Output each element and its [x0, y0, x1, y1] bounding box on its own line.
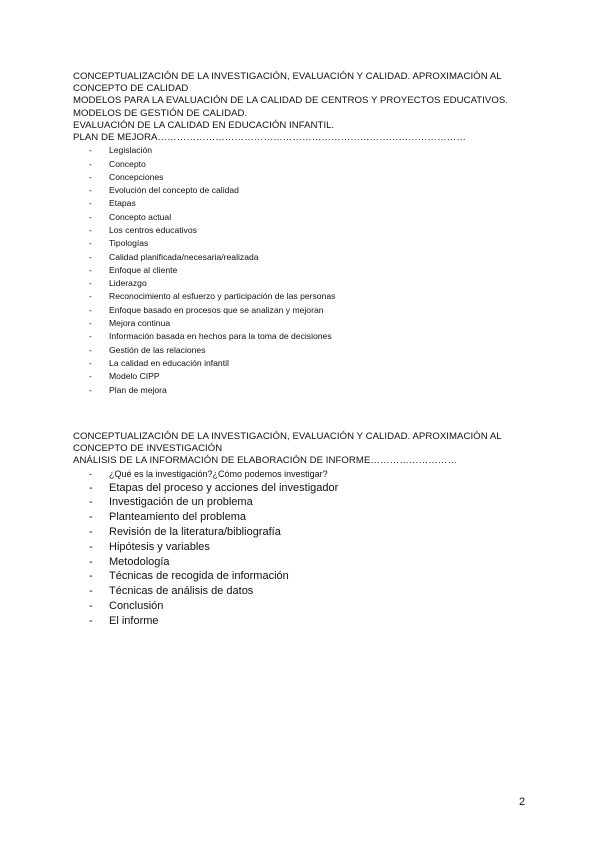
list-item: [73, 197, 543, 210]
bullet-dash: -: [89, 371, 92, 382]
list-item-text: Los centros educativos: [109, 225, 197, 235]
list-item: [73, 144, 543, 157]
bullet-dash: -: [89, 540, 93, 553]
bullet-dash: -: [89, 158, 92, 169]
list-item-text: Hipótesis y variables: [109, 540, 210, 553]
bullet-dash: -: [89, 304, 92, 315]
bullet-dash: -: [89, 344, 92, 355]
list-item: [73, 495, 543, 510]
list-item-text: Revisión de la literatura/bibliografía: [109, 526, 281, 538]
list-item: [73, 304, 543, 317]
list-item: [73, 481, 543, 496]
list-item-text: Metodología: [109, 555, 170, 568]
list-item: [73, 569, 543, 584]
bullet-dash: -: [89, 526, 93, 538]
list-item: [73, 211, 543, 224]
list-item: [73, 330, 543, 343]
list-item: [73, 344, 543, 357]
heading-quality-concept: CONCEPTUALIZACIÓN DE LA INVESTIGACIÓN, EVALUACIÓN Y CALIDAD. APROXIMACIÓN AL CONCEPTO DE CALIDAD: [73, 71, 502, 95]
list-item-text: Etapas: [109, 198, 136, 209]
list-item-text: Concepto actual: [109, 211, 172, 222]
list-item: [73, 290, 543, 303]
bullet-dash: -: [89, 185, 92, 196]
list-item: [73, 555, 543, 570]
research-topics-list: [73, 468, 543, 629]
bullet-dash: -: [89, 331, 92, 342]
list-item-text: Etapas del proceso y acciones del investigador: [109, 481, 339, 494]
list-item: [73, 584, 543, 599]
page-number: 2: [519, 796, 526, 808]
list-item: [73, 171, 543, 184]
section-quality: [73, 71, 543, 397]
bullet-dash: -: [89, 570, 93, 583]
heading-improvement-plan: PLAN DE MEJORA……………………………………………………………………………………: [73, 132, 466, 144]
section-research: [73, 431, 543, 629]
heading-management-models: MODELOS DE GESTIÓN DE CALIDAD.: [73, 107, 248, 119]
list-item: [73, 237, 543, 250]
bullet-dash: -: [89, 291, 92, 302]
list-item: [73, 251, 543, 264]
list-item: [73, 525, 543, 540]
list-item-text: Mejora continua: [109, 318, 171, 329]
bullet-dash: -: [89, 481, 93, 494]
list-item-text: Técnicas de análisis de datos: [109, 585, 254, 598]
list-item-text: Enfoque basado en procesos que se analizan y mejoran: [109, 304, 324, 315]
quality-topics-list: [73, 144, 543, 397]
bullet-dash: -: [89, 468, 92, 479]
bullet-dash: -: [89, 278, 92, 289]
list-item: [73, 224, 543, 237]
bullet-dash: -: [89, 384, 92, 395]
list-item-text: Concepciones: [109, 171, 164, 182]
list-item: [73, 317, 543, 330]
bullet-dash: -: [89, 599, 93, 612]
list-item-text: Investigación de un problema: [109, 496, 253, 509]
bullet-dash: -: [89, 585, 93, 598]
list-item-text: El informe: [109, 614, 159, 627]
section-research-headings: [73, 431, 543, 468]
list-item: [73, 370, 543, 383]
list-item: [73, 384, 543, 397]
list-item-text: La calidad en educación infantil: [109, 357, 229, 368]
list-item: [73, 264, 543, 277]
bullet-dash: -: [89, 211, 92, 222]
list-item-text: Liderazgo: [109, 278, 147, 289]
list-item: [73, 599, 543, 614]
list-item-text: Reconocimiento al esfuerzo y participación de las personas: [109, 291, 336, 302]
list-item-text: Información basada en hechos para la toma de decisiones: [109, 331, 332, 342]
list-item: [73, 357, 543, 370]
section-quality-headings: [73, 71, 543, 144]
bullet-dash: -: [89, 511, 93, 524]
heading-evaluation-models: MODELOS PARA LA EVALUACIÓN DE LA CALIDAD DE CENTROS Y PROYECTOS EDUCATIVOS.: [73, 95, 509, 107]
bullet-dash: -: [89, 251, 92, 262]
list-item: [73, 184, 543, 197]
heading-infant-education: EVALUACIÓN DE LA CALIDAD EN EDUCACIÓN INFANTIL.: [73, 119, 335, 131]
list-item-text: Planteamiento del problema: [109, 511, 246, 524]
list-item-text: Técnicas de recogida de información: [109, 570, 289, 583]
list-item-text: Enfoque al cliente: [109, 264, 178, 275]
bullet-dash: -: [89, 264, 92, 275]
list-item-text: Modelo CIPP: [109, 371, 160, 382]
list-item-text: ¿Qué es la investigación?¿Cómo podemos investigar?: [109, 468, 328, 479]
bullet-dash: -: [89, 238, 92, 249]
list-item: [73, 540, 543, 555]
bullet-dash: -: [89, 357, 92, 368]
list-item-text: Conclusión: [109, 599, 164, 612]
list-item: [73, 468, 543, 481]
bullet-dash: -: [89, 318, 92, 329]
list-item: [73, 277, 543, 290]
list-item-text: Concepto: [109, 158, 146, 169]
bullet-dash: -: [89, 496, 93, 509]
bullet-dash: -: [89, 171, 92, 182]
bullet-dash: -: [89, 614, 93, 627]
bullet-dash: -: [89, 198, 92, 209]
bullet-dash: -: [89, 145, 92, 156]
list-item: [73, 158, 543, 171]
list-item-text: Plan de mejora: [109, 384, 167, 395]
list-item-text: Evolución del concepto de calidad: [109, 185, 239, 196]
heading-research-concept: CONCEPTUALIZACIÓN DE LA INVESTIGACIÓN, EVALUACIÓN Y CALIDAD. APROXIMACIÓN AL CONCEPTO DE INVESTIGACIÓN: [73, 431, 502, 455]
list-item-text: Calidad planificada/necesaria/realizada: [109, 251, 259, 262]
bullet-dash: -: [89, 555, 93, 568]
list-item-text: Gestión de las relaciones: [109, 344, 206, 355]
heading-information-analysis: ANÁLISIS DE LA INFORMACIÓN DE ELABORACIÓN DE INFORME………………………: [73, 455, 458, 467]
list-item-text: Legislación: [109, 145, 152, 156]
list-item: [73, 614, 543, 629]
bullet-dash: -: [89, 225, 92, 235]
list-item: [73, 510, 543, 525]
list-item-text: Tipologías: [109, 238, 149, 249]
